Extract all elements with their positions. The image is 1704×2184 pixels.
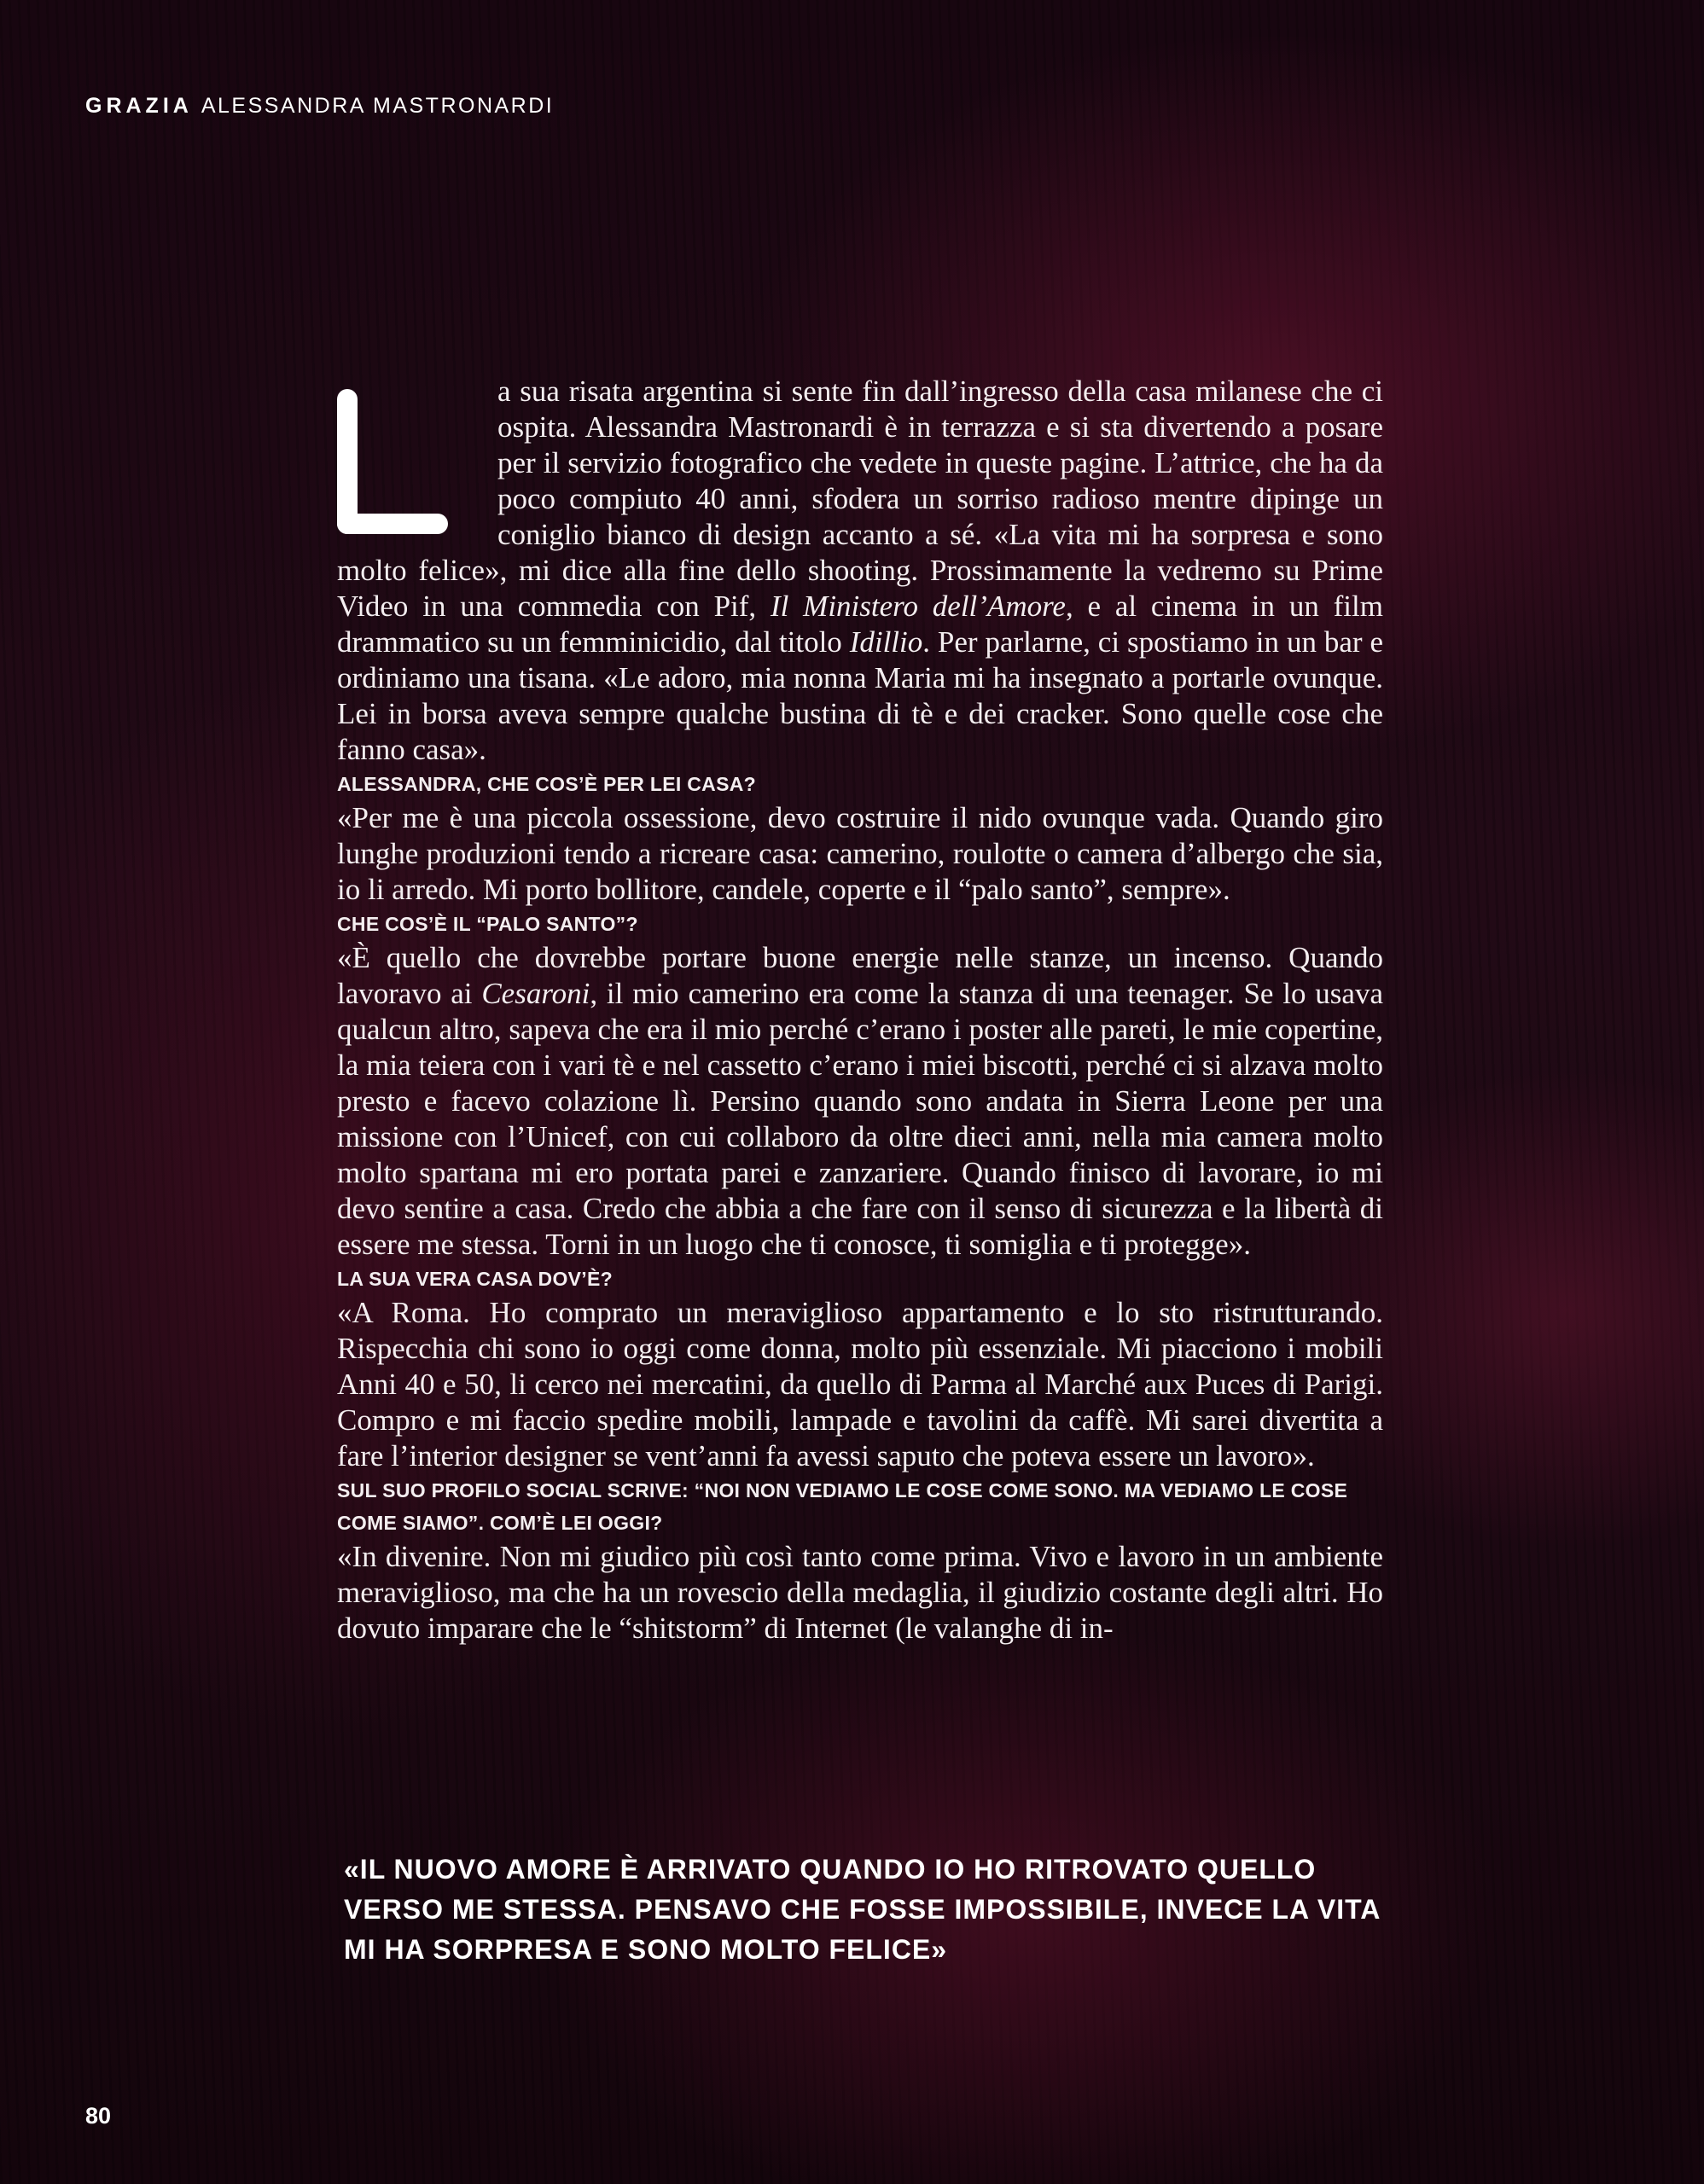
drop-cap-stroke-horizontal: [337, 514, 448, 534]
question-4: SUL SUO PROFILO SOCIAL SCRIVE: “NOI NON VEDIAMO LE COSE COME SONO. MA VEDIAMO LE COSE COME SIAMO”. COM’È LEI OGGI?: [337, 1479, 1348, 1534]
question-3: LA SUA VERA CASA DOV’È?: [337, 1268, 613, 1290]
running-header: [85, 94, 554, 119]
answer-2-text-1: «È quello che dovrebbe portare buone energie nelle stanze, un incenso. Quando lavoravo ai: [337, 941, 1383, 1010]
magazine-brand: GRAZIA: [85, 94, 193, 118]
answer-2-text-2: , il mio camerino era come la stanza di una teenager. Se lo usava qualcun altro, sapeva che era il mio perché c’erano i poster alle pareti, le mie copertine, la mia teiera con i vari tè e nel cassetto c’erano i miei biscotti, perché ci si alzava molto presto e facevo colazione lì. Persino quando sono andata in Sierra Leone per una missione con l’Unicef, con cui collaboro da oltre dieci anni, nella mia camera molto molto spartana mi ero portata parei e zanzariere. Quando finisco di lavorare, io mi devo sentire a casa. Credo che abbia a che fare con il senso di sicurezza e la libertà di essere me stessa. Torni in un luogo che ti conosce, ti somiglia e ti protegge».: [337, 977, 1383, 1261]
drop-cap-stroke-vertical: [337, 389, 358, 534]
drop-cap-letter: [337, 374, 497, 553]
article-body: [337, 374, 1383, 1647]
answer-4: «In divenire. Non mi giudico più così tanto come prima. Vivo e lavoro in un ambiente meraviglioso, ma che ha un rovescio della medaglia, il giudizio costante degli altri. Ho dovuto imparare che le “shitstorm” di Internet (le valanghe di in-: [337, 1540, 1383, 1645]
header-subject: ALESSANDRA MASTRONARDI: [201, 94, 555, 118]
page-number: 80: [85, 2103, 112, 2129]
intro-title-1: Il Ministero dell’Amore: [770, 590, 1066, 623]
answer-2: [337, 940, 1383, 1263]
intro-text-1: a sua risata argentina si sente fin dall’ingresso della casa milanese che ci ospita. Alessandra Mastronardi è in terrazza e si sta divertendo a posare per il servizio fotografico che vedete in queste pagine. L’attrice, che ha da poco compiuto 40 anni, sfodera un sorriso radioso mentre dipinge un coniglio bianco di design accanto a sé. «La vita mi ha sorpresa e sono molto felice», mi dice alla fine dello shooting. Prossimamente la vedremo su Prime Video in una commedia con Pif,: [337, 375, 1383, 623]
answer-1: «Per me è una piccola ossessione, devo costruire il nido ovunque vada. Quando giro lunghe produzioni tendo a ricreare casa: camerino, roulotte o camera d’albergo che sia, io li arredo. Mi porto bollitore, candele, coperte e il “palo santo”, sempre».: [337, 801, 1383, 906]
intro-title-2: Idillio: [849, 625, 923, 659]
question-1: ALESSANDRA, CHE COS’È PER LEI CASA?: [337, 773, 756, 795]
question-2: CHE COS’È IL “PALO SANTO”?: [337, 913, 638, 935]
intro-text-3: . Per parlarne, ci spostiamo in un bar e ordiniamo una tisana. «Le adoro, mia nonna Maria mi ha insegnato a portarle ovunque. Lei in borsa aveva sempre qualche bustina di tè e dei cracker. Sono quelle cose che fanno casa».: [337, 625, 1383, 766]
answer-2-title: Cesaroni: [481, 977, 590, 1010]
pull-quote: «IL NUOVO AMORE È ARRIVATO QUANDO IO HO RITROVATO QUELLO VERSO ME STESSA. PENSAVO CHE FOSSE IMPOSSIBILE, INVECE LA VITA MI HA SORPRESA E SONO MOLTO FELICE»: [344, 1854, 1381, 1965]
intro-text-2: , e al cinema in un film drammatico su un femminicidio, dal titolo: [337, 590, 1383, 659]
answer-3: «A Roma. Ho comprato un meraviglioso appartamento e lo sto ristrutturando. Rispecchia chi sono io oggi come donna, molto più essenziale. Mi piacciono i mobili Anni 40 e 50, li cerco nei mercatini, da quello di Parma al Marché aux Puces di Parigi. Compro e mi faccio spedire mobili, lampade e tavolini da caffè. Mi sarei divertita a fare l’interior designer se vent’anni fa avessi saputo che poteva essere un lavoro».: [337, 1296, 1383, 1472]
